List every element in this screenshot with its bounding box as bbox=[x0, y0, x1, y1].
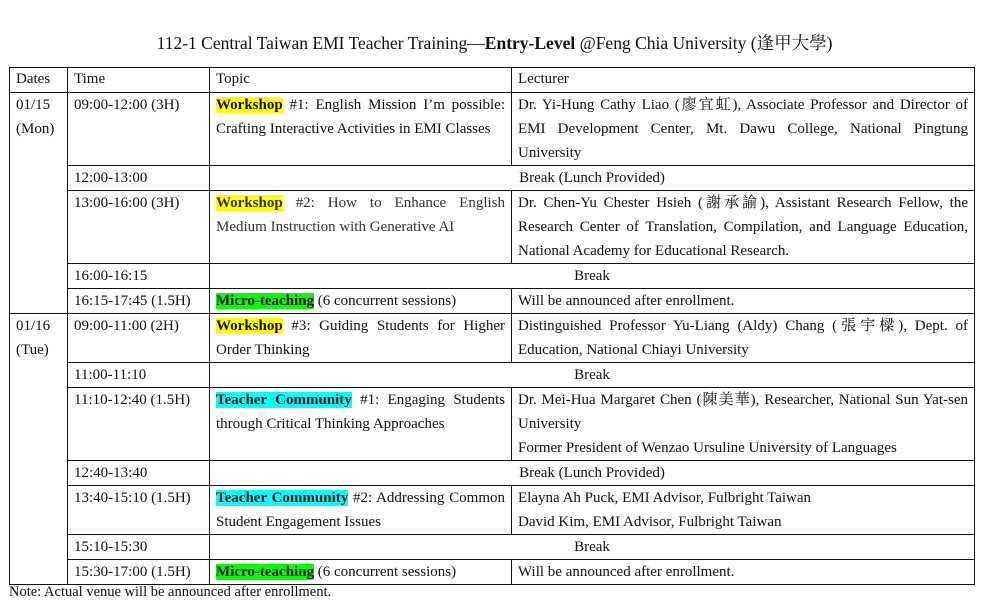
topic-cell: Micro-teaching (6 concurrent sessions) bbox=[210, 289, 512, 314]
table-row bbox=[10, 461, 975, 486]
lecturer-cell: Dr. Chen-Yu Chester Hsieh (謝承諭), Assistant Research Fellow, the Research Center of Translation, Compilation, and Language Education, National Academy for Educational Research. bbox=[512, 191, 975, 264]
page-title: 112-1 Central Taiwan EMI Teacher Training—Entry-Level @Feng Chia University (逢甲大學) bbox=[156, 33, 833, 53]
table-row bbox=[10, 166, 975, 191]
topic-cell: Workshop #2: How to Enhance English Medium Instruction with Generative AI bbox=[210, 191, 512, 264]
time-cell: 12:00-13:00 bbox=[68, 166, 210, 191]
topic-cell: Teacher Community #2: Addressing Common Student Engagement Issues bbox=[210, 486, 512, 535]
topic-cell: Micro-teaching (6 concurrent sessions) bbox=[210, 560, 512, 585]
time-cell: 09:00-12:00 (3H) bbox=[68, 93, 210, 166]
workshop-tag: Workshop bbox=[216, 195, 283, 211]
lecturer-cell: Will be announced after enrollment. bbox=[512, 560, 975, 585]
break-cell: Break bbox=[210, 264, 975, 289]
weekday: (Mon) bbox=[16, 121, 55, 137]
break-cell: Break (Lunch Provided) bbox=[210, 461, 975, 486]
topic-cell: Workshop #3: Guiding Students for Higher Order Thinking bbox=[210, 314, 512, 363]
time-cell: 15:30-17:00 (1.5H) bbox=[68, 560, 210, 585]
time-cell: 11:10-12:40 (1.5H) bbox=[68, 388, 210, 461]
table-row bbox=[10, 191, 975, 264]
time-cell: 09:00-11:00 (2H) bbox=[68, 314, 210, 363]
lecturer-cell: Distinguished Professor Yu-Liang (Aldy) Chang (張宇樑), Dept. of Education, National Chiayi University bbox=[512, 314, 975, 363]
time-cell: 11:00-11:10 bbox=[68, 363, 210, 388]
table-row bbox=[10, 264, 975, 289]
lecturer-cell: Dr. Mei-Hua Margaret Chen (陳美華), Researcher, National Sun Yat-sen University Former President of Wenzao Ursuline University of Languages bbox=[512, 388, 975, 461]
lecturer-cell: Dr. Yi-Hung Cathy Liao (廖宜虹), Associate Professor and Director of EMI Development Center, Mt. Dawu College, National Pingtung University bbox=[512, 93, 975, 166]
time-cell: 16:00-16:15 bbox=[68, 264, 210, 289]
table-row bbox=[10, 314, 975, 363]
workshop-tag: Workshop bbox=[216, 318, 283, 334]
schedule-table bbox=[9, 67, 975, 585]
teacher-community-tag: Teacher Community bbox=[216, 392, 352, 408]
table-row bbox=[10, 560, 975, 585]
break-cell: Break bbox=[210, 535, 975, 560]
teacher-community-tag: Teacher Community bbox=[216, 490, 349, 506]
micro-teaching-tag: Micro-teaching bbox=[216, 293, 315, 309]
time-cell: 15:10-15:30 bbox=[68, 535, 210, 560]
table-row bbox=[10, 535, 975, 560]
topic-cell: Teacher Community #1: Engaging Students through Critical Thinking Approaches bbox=[210, 388, 512, 461]
table-row bbox=[10, 486, 975, 535]
break-cell: Break (Lunch Provided) bbox=[210, 166, 975, 191]
footnote: Note: Actual venue will be announced after enrollment. bbox=[9, 584, 332, 600]
table-header-row bbox=[10, 68, 975, 93]
date-cell-day2 bbox=[10, 314, 68, 585]
table-row bbox=[10, 289, 975, 314]
column-header-topic: Topic bbox=[210, 68, 512, 93]
column-header-lecturer: Lecturer bbox=[512, 68, 975, 93]
table-row bbox=[10, 93, 975, 166]
lecturer-cell: Elayna Ah Puck, EMI Advisor, Fulbright Taiwan David Kim, EMI Advisor, Fulbright Taiwan bbox=[512, 486, 975, 535]
time-cell: 12:40-13:40 bbox=[68, 461, 210, 486]
time-cell: 16:15-17:45 (1.5H) bbox=[68, 289, 210, 314]
workshop-tag: Workshop bbox=[216, 97, 283, 113]
micro-teaching-tag: Micro-teaching bbox=[216, 564, 315, 580]
column-header-time: Time bbox=[68, 68, 210, 93]
time-cell: 13:00-16:00 (3H) bbox=[68, 191, 210, 264]
time-cell: 13:40-15:10 (1.5H) bbox=[68, 486, 210, 535]
date: 01/16 bbox=[16, 318, 51, 334]
break-cell: Break bbox=[210, 363, 975, 388]
table-row bbox=[10, 388, 975, 461]
column-header-dates: Dates bbox=[10, 68, 68, 93]
lecturer-cell: Will be announced after enrollment. bbox=[512, 289, 975, 314]
weekday: (Tue) bbox=[16, 342, 49, 358]
date: 01/15 bbox=[16, 97, 51, 113]
topic-cell: Workshop #1: English Mission I’m possible: Crafting Interactive Activities in EMI Classes bbox=[210, 93, 512, 166]
table-row bbox=[10, 363, 975, 388]
date-cell-day1 bbox=[10, 93, 68, 314]
